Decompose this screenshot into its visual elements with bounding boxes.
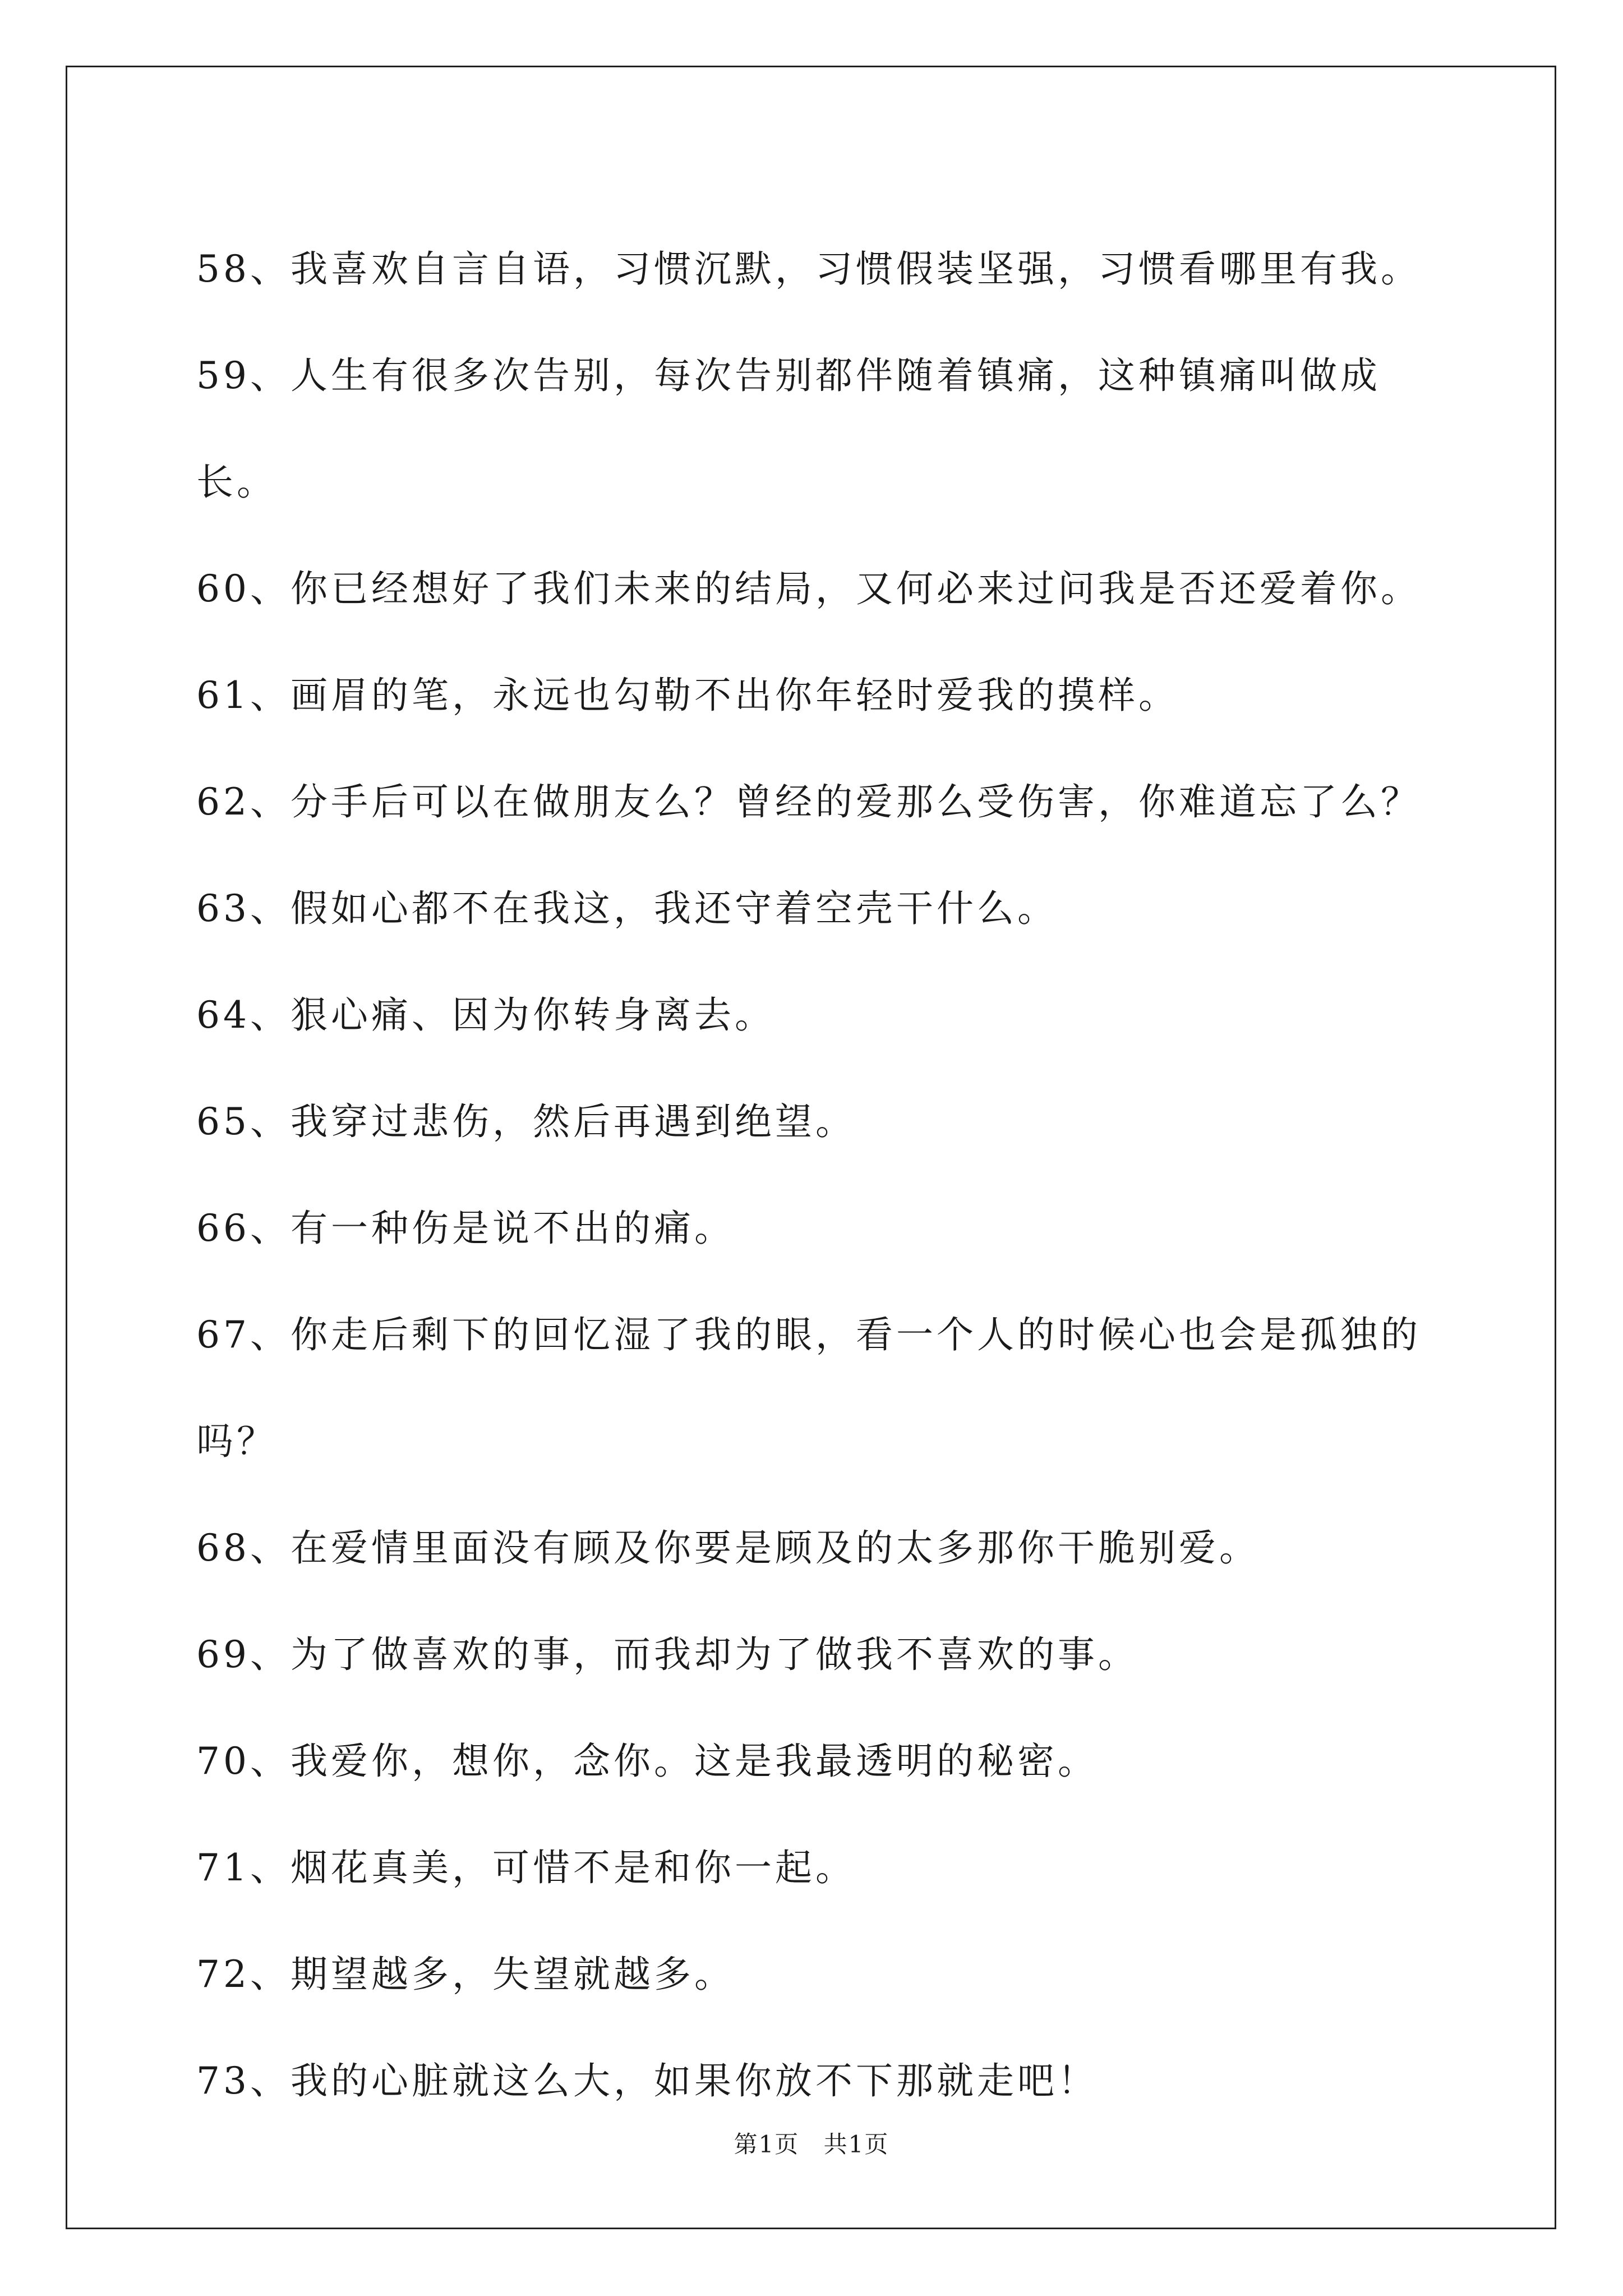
page-number-current: 第1页 — [734, 2131, 800, 2158]
list-item: 59、人生有很多次告别，每次告别都伴随着镇痛，这种镇痛叫做成长。 — [196, 354, 1381, 504]
page-number-total: 共1页 — [823, 2131, 889, 2158]
list-item: 66、有一种伤是说不出的痛。 — [196, 1207, 735, 1250]
list-item: 62、分手后可以在做朋友么？曾经的爱那么受伤害，你难道忘了么？ — [196, 780, 1421, 823]
page-footer — [0, 2126, 1623, 2160]
list-item: 65、我穿过悲伤，然后再遇到绝望。 — [196, 1100, 856, 1143]
list-item: 61、画眉的笔，永远也勾勒不出你年轻时爱我的摸样。 — [196, 674, 1179, 717]
list-item: 69、为了做喜欢的事，而我却为了做我不喜欢的事。 — [196, 1633, 1138, 1676]
list-item: 72、期望越多，失望就越多。 — [196, 1953, 735, 1996]
list-item: 70、我爱你，想你，念你。这是我最透明的秘密。 — [196, 1740, 1098, 1783]
list-item: 71、烟花真美，可惜不是和你一起。 — [196, 1846, 856, 1889]
list-item: 67、你走后剩下的回忆湿了我的眼，看一个人的时候心也会是孤独的吗？ — [196, 1313, 1421, 1463]
list-item: 73、我的心脏就这么大，如果你放不下那就走吧！ — [196, 2059, 1098, 2102]
list-item: 60、你已经想好了我们未来的结局，又何必来过问我是否还爱着你。 — [196, 567, 1421, 610]
list-item: 58、我喜欢自言自语，习惯沉默，习惯假装坚强，习惯看哪里有我。 — [196, 247, 1421, 291]
entry-list — [196, 216, 1458, 2134]
list-item: 68、在爱情里面没有顾及你要是顾及的太多那你干脆别爱。 — [196, 1526, 1260, 1570]
list-item: 64、狠心痛、因为你转身离去。 — [196, 993, 775, 1037]
list-item: 63、假如心都不在我这，我还守着空壳干什么。 — [196, 887, 1058, 930]
